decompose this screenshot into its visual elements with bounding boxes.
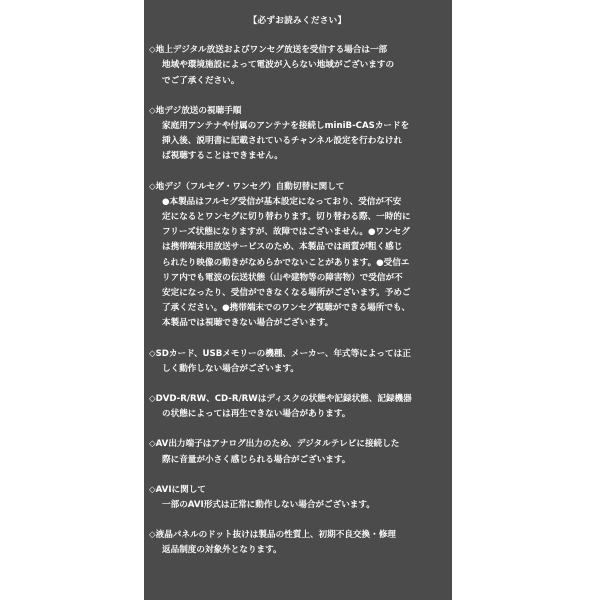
section-body: 家庭用アンテナや付属のアンテナを接続しminiB-CASカードを 挿入後、説明書に記載されているチャンネル設定を行わなけれ ば視聴することはできません。 xyxy=(162,121,410,162)
section-avi xyxy=(149,483,446,513)
section-body: 地域や環境施設によって電波が入らない地域がございますの でご了承ください。 xyxy=(162,60,395,86)
section-heading: ◇液晶パネルのドット抜けは製品の性質上、初期不良交換・修理 xyxy=(149,530,396,541)
section-heading: ◇AVIに関して xyxy=(149,484,206,495)
section-heading: ◇SDカード、USBメモリーの機種、メーカー、年式等によっては正 xyxy=(149,348,411,359)
section-heading: ◇地上デジタル放送およびワンセグ放送を受信する場合は一部 xyxy=(149,45,388,56)
section-body: 一部のAVI形式は正常に動作しない場合がございます。 xyxy=(162,500,375,511)
notice-title: 【必ずお読みください】 xyxy=(248,16,347,26)
section-heading: ◇AV出力端子はアナログ出力のため、デジタルテレビに接続した xyxy=(149,439,400,450)
section-body: ●本製品はフルセグ受信が基本設定になっており、受信が不安 定になるとワンセグに切り替わります。切り替わる際、一時的に フリーズ状態になりますが、故障ではございません。●ワンセグ は携帯端末用放送サービスのため、本製品では画質が粗く感じ られたり映像の動きがなめらかでないことがあります。●受信エ リア内でも電波の伝送状態（山や建物等の障害物）で受信が不 安定になったり、受信ができなくなる場所がございます。予めご 了承ください。●携帯端末でのワンセグ視聴ができる場所でも、 本製品では視聴できない場合がございます。 xyxy=(162,196,411,329)
section-body: の状態によっては再生できない場合があります。 xyxy=(162,409,351,420)
section-sd-usb xyxy=(149,347,446,377)
section-heading: ◇DVD-R/RW、CD-R/RWはディスクの状態や記録状態、記録機器 xyxy=(149,394,412,405)
section-body: しく動作しない場合がございます。 xyxy=(162,363,299,374)
section-lcd-dots xyxy=(149,528,446,558)
section-dvd-cd xyxy=(149,392,446,422)
section-heading: ◇地デジ放送の視聴手順 xyxy=(149,105,242,116)
section-auto-switch xyxy=(149,180,446,332)
section-heading: ◇地デジ（フルセグ・ワンセグ）自動切替に関して xyxy=(149,181,345,192)
section-av-output xyxy=(149,437,446,467)
section-body: 返品制度の対象外となります。 xyxy=(162,545,282,556)
notice-panel xyxy=(144,0,452,600)
section-body: 際に音量が小さく感じられる場合がございます。 xyxy=(162,454,351,465)
section-terrestrial-reception xyxy=(149,43,446,89)
section-viewing-procedure xyxy=(149,104,446,165)
